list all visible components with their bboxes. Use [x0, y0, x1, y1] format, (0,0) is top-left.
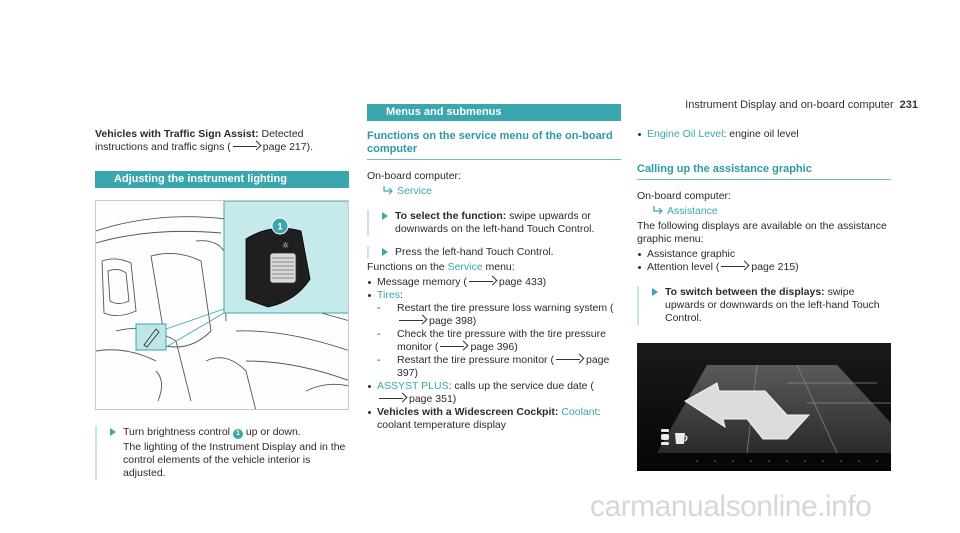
step-arrow-icon: [382, 212, 388, 220]
brightness-icon: ☼: [282, 241, 290, 250]
page-ref-arrow-icon: [469, 277, 497, 286]
step-select-function: To select the function: swipe upwards or downwards on the left-hand Touch Control.: [367, 210, 621, 236]
step-arrow-icon: [110, 428, 116, 436]
list-item-attention-level: Attention level ( page 215): [637, 261, 891, 274]
step-switch-displays: To switch between the displays: swipe upwards or downwards on the left-hand Touch Control.: [637, 286, 891, 325]
column-3: Engine Oil Level: engine oil level Calling up the assistance graphic On-board computer: Assistance The following displays are available on the assistance graphic menu: Assistance graphic Attention level ( page 215) To switch between the displays: swipe upwards or downwards on the left-hand Touch Control.: [637, 128, 891, 471]
assistance-graphic-image: [637, 343, 891, 471]
menu-link-service[interactable]: Service: [397, 185, 433, 197]
section-bar-menus: Menus and submenus: [367, 104, 621, 121]
page-number: 231: [899, 99, 918, 111]
page-ref-arrow-icon: [721, 262, 749, 271]
callout-number: 1: [233, 429, 243, 439]
assistance-graphic-display: [637, 343, 891, 471]
list-item-message-memory: Message memory ( page 433): [367, 276, 621, 289]
driver-attention-icon: [661, 429, 669, 445]
step-arrow-icon: [382, 248, 388, 256]
page-ref-arrow-icon: [556, 355, 584, 364]
menu-path-arrow-icon: [383, 186, 394, 195]
section-bar-instrument-lighting: Adjusting the instrument lighting: [95, 171, 349, 188]
column-2: Menus and submenus Functions on the service menu of the on-board computer On-board computer: Service To select the function: swipe upwards or downwards on the left-hand Touch Control. Press the left-hand Touch Control. Functions on the Service menu: Message memory ( page 433) Tires: - Restart the tire pressure loss warning system (page 398) - Check the tire pressure with the tire pressure monitor ( page 396) - Restart the tire pressure monitor ( page 397) ASSYST PLUS: calls up the service due date (page 351) Vehicles with a Widescreen Cockpit: Coolant: coolant temperature display: [367, 128, 621, 432]
link-service[interactable]: Service: [447, 261, 483, 273]
step-turn-brightness: Turn brightness control 1 up or down. The lighting of the Instrument Display and in the control elements of the vehicle interior is adjusted.: [95, 426, 349, 480]
page-ref-arrow-icon: [233, 142, 261, 151]
step-press-touch-control: Press the left-hand Touch Control.: [367, 246, 621, 259]
traffic-sign-intro: Vehicles with Traffic Sign Assist: Detected instructions and traffic signs ( page 217).: [95, 128, 314, 153]
highlight-control-small: [136, 324, 166, 350]
link-coolant[interactable]: Coolant: [561, 406, 598, 418]
link-tires[interactable]: Tires: [377, 289, 400, 301]
page-ref-arrow-icon: [399, 316, 427, 325]
running-header: [600, 99, 918, 112]
menu-link-assistance[interactable]: Assistance: [667, 205, 718, 217]
page-ref-arrow-icon: [440, 342, 468, 351]
link-engine-oil-level[interactable]: Engine Oil Level: [647, 128, 724, 140]
step-arrow-icon: [652, 288, 658, 296]
list-item-assyst-plus: ASSYST PLUS: calls up the service due date (page 351): [367, 380, 621, 406]
callout-number-on-figure: 1: [277, 221, 283, 232]
sub-item-restart-loss-warning: - Restart the tire pressure loss warning system (page 398): [377, 302, 614, 327]
subheading-service-menu: Functions on the service menu of the on-board computer: [367, 130, 621, 160]
list-item-assistance-graphic: Assistance graphic: [637, 248, 891, 261]
list-item-engine-oil: Engine Oil Level: engine oil level: [637, 128, 891, 141]
running-header-title: Instrument Display and on-board computer: [685, 99, 894, 111]
list-item-coolant: Vehicles with a Widescreen Cockpit: Coolant: coolant temperature display: [367, 406, 621, 432]
list-item-tires: Tires:: [367, 289, 621, 302]
illustration-brightness-control: [95, 200, 349, 410]
column-1: [95, 128, 349, 482]
menu-path-arrow-icon: [653, 206, 664, 215]
watermark: carmanualsonline.info: [590, 490, 872, 523]
link-assyst-plus[interactable]: ASSYST PLUS: [377, 380, 449, 392]
subheading-assistance-graphic: Calling up the assistance graphic: [637, 163, 891, 180]
sub-item-check-pressure: - Check the tire pressure with the tire pressure monitor ( page 396): [377, 328, 606, 353]
cockpit-line-drawing: [96, 201, 349, 410]
page-ref-arrow-icon: [379, 394, 407, 403]
sub-item-restart-monitor: - Restart the tire pressure monitor ( page 397): [377, 354, 610, 379]
detail-inset: [224, 201, 349, 313]
